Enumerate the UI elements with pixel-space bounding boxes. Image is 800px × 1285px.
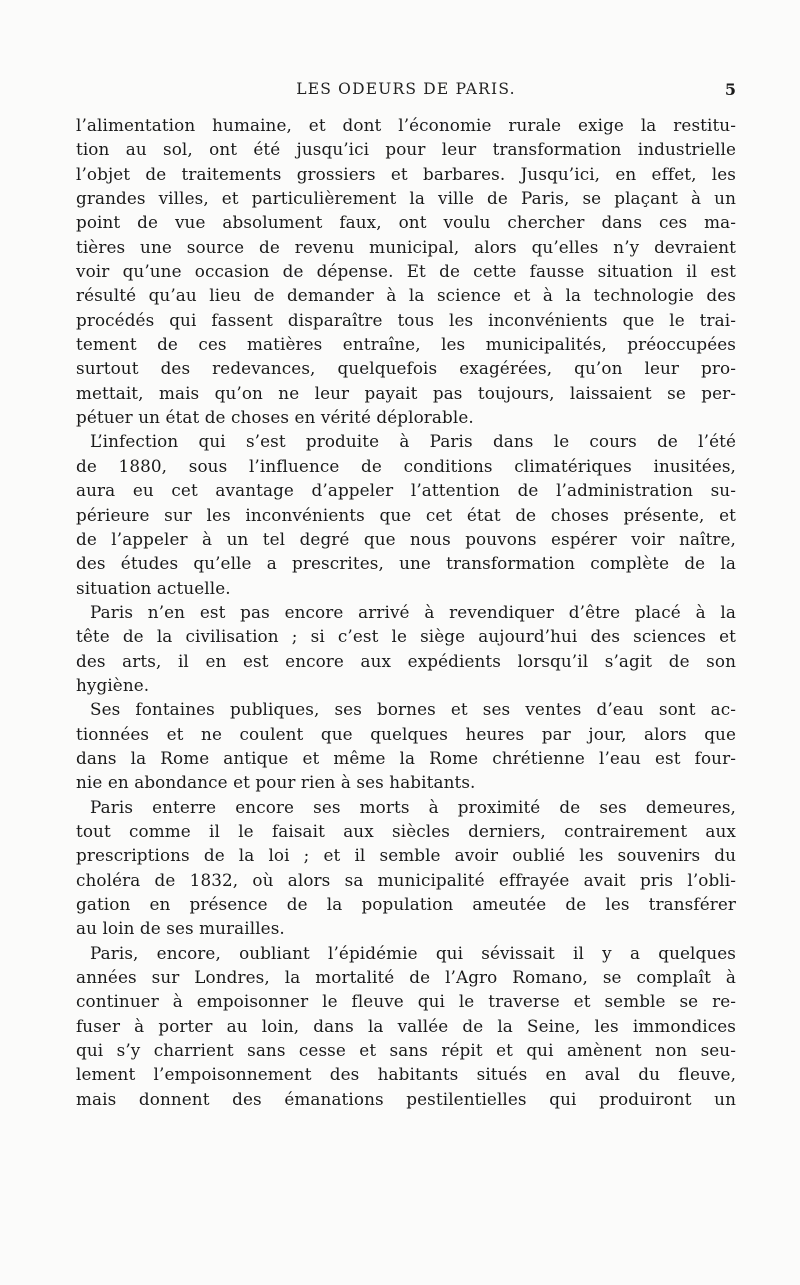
text-line: procédés qui fassent disparaître tous les inconvénients que le trai-	[76, 309, 736, 330]
text-line: tement de ces matières entraîne, les municipalités, préoccupées	[76, 334, 736, 355]
text-line: choléra de 1832, où alors sa municipalité effrayée avait pris l’obli-	[76, 869, 736, 890]
page-header	[76, 80, 736, 102]
text-line: prescriptions de la loi ; et il semble avoir oublié les souvenirs du	[76, 845, 736, 866]
text-line: pétuer un état de choses en vérité déplorable.	[76, 407, 474, 428]
text-line: tion au sol, ont été jusqu’ici pour leur transformation industrielle	[76, 139, 736, 160]
text-line: mettait, mais qu’on ne leur payait pas toujours, laissaient se per-	[76, 382, 736, 403]
text-line: résulté qu’au lieu de demander à la science et à la technologie des	[76, 285, 736, 306]
text-line: point de vue absolument faux, ont voulu chercher dans ces ma-	[76, 212, 736, 233]
text-line: au loin de ses murailles.	[76, 918, 285, 939]
body-text	[76, 113, 736, 1111]
text-line: Paris enterre encore ses morts à proximité de ses demeures,	[90, 796, 736, 817]
page-number: 5	[724, 80, 736, 99]
text-line: L’infection qui s’est produite à Paris dans le cours de l’été	[90, 431, 736, 452]
text-line: fuser à porter au loin, dans la vallée de la Seine, les immondices	[76, 1015, 736, 1036]
text-line: l’objet de traitements grossiers et barbares. Jusqu’ici, en effet, les	[76, 163, 736, 184]
text-line: tières une source de revenu municipal, alors qu’elles n’y devraient	[76, 236, 736, 257]
text-line: tête de la civilisation ; si c’est le siège aujourd’hui des sciences et	[76, 626, 736, 647]
text-line: Paris n’en est pas encore arrivé à revendiquer d’être placé à la	[90, 601, 736, 622]
text-line: situation actuelle.	[76, 577, 231, 598]
text-line: aura eu cet avantage d’appeler l’attention de l’administration su-	[76, 480, 736, 501]
text-line: tout comme il le faisait aux siècles derniers, contrairement aux	[76, 820, 736, 841]
text-line: Paris, encore, oubliant l’épidémie qui sévissait il y a quelques	[90, 942, 736, 963]
text-line: périeure sur les inconvénients que cet état de choses présente, et	[76, 504, 736, 525]
text-line: de 1880, sous l’influence de conditions climatériques inusitées,	[76, 455, 736, 476]
text-line: l’alimentation humaine, et dont l’économie rurale exige la restitu-	[76, 115, 736, 135]
text-line: nie en abondance et pour rien à ses habitants.	[76, 772, 476, 793]
text-line: gation en présence de la population ameutée de les transférer	[76, 894, 736, 914]
text-line: années sur Londres, la mortalité de l’Agro Romano, se complaît à	[76, 967, 736, 988]
text-line: surtout des redevances, quelquefois exagérées, qu’on leur pro-	[76, 358, 736, 379]
text-line: hygiène.	[76, 674, 150, 695]
text-line: lement l’empoisonnement des habitants situés en aval du fleuve,	[76, 1064, 736, 1085]
text-line: tionnées et ne coulent que quelques heures par jour, alors que	[76, 723, 736, 744]
text-line: dans la Rome antique et même la Rome chrétienne l’eau est four-	[76, 747, 736, 768]
text-line: des études qu’elle a prescrites, une transformation complète de la	[76, 553, 736, 574]
text-line: des arts, il en est encore aux expédients lorsqu’il s’agit de son	[76, 650, 736, 671]
text-line: voir qu’une occasion de dépense. Et de cette fausse situation il est	[76, 261, 736, 282]
text-line: Ses fontaines publiques, ses bornes et ses ventes d’eau sont ac-	[90, 699, 736, 720]
text-line: continuer à empoisonner le fleuve qui le traverse et semble se re-	[76, 991, 736, 1012]
text-line: de l’appeler à un tel degré que nous pouvons espérer voir naître,	[76, 528, 736, 549]
text-line: qui s’y charrient sans cesse et sans répit et qui amènent non seu-	[76, 1040, 736, 1061]
text-line: mais donnent des émanations pestilentielles qui produiront un	[76, 1088, 736, 1109]
running-title: LES ODEURS DE PARIS.	[296, 80, 516, 98]
text-line: grandes villes, et particulièrement la ville de Paris, se plaçant à un	[76, 188, 736, 209]
